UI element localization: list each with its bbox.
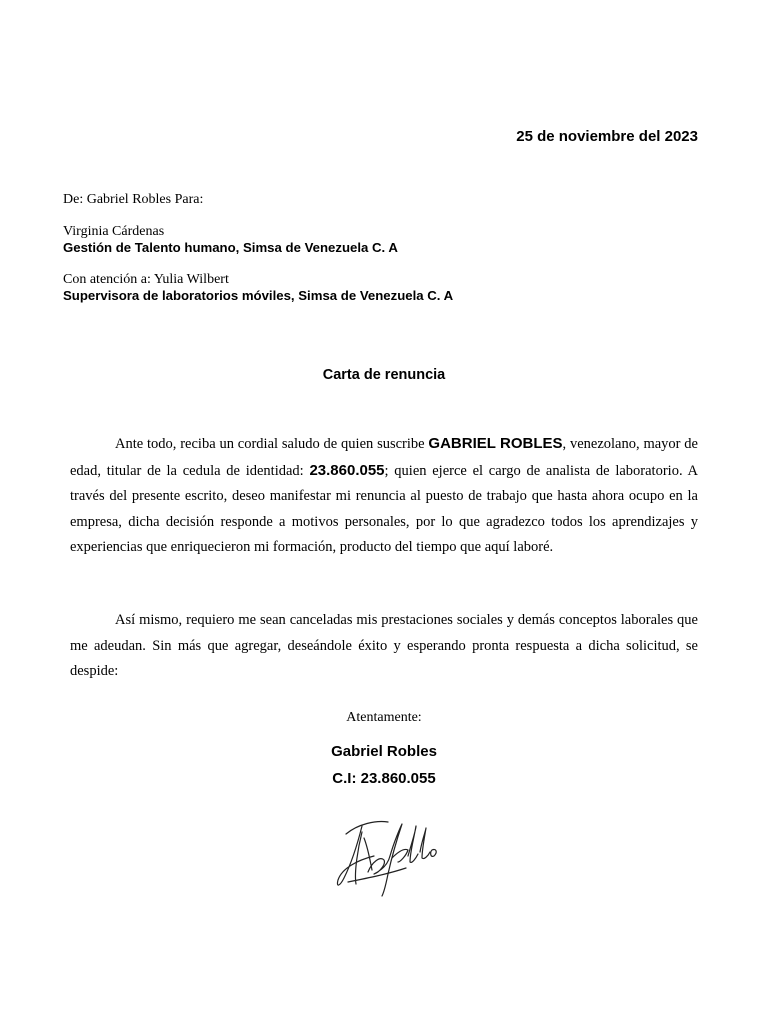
recipient-name: Virginia Cárdenas	[63, 224, 165, 239]
body-paragraph-2: Así mismo, requiero me sean canceladas mis prestaciones sociales y demás conceptos laborales que me adeudan. Sin más que agregar, deseándole éxito y esperando pronta respuesta a dicha solicitud, se despide:	[70, 612, 698, 680]
employee-id: 23.860.055	[309, 461, 385, 479]
attention-line: Con atención a: Yulia Wilbert	[63, 272, 229, 287]
from-line: De: Gabriel Robles Para:	[63, 192, 204, 207]
signer-id: C.I: 23.860.055	[332, 770, 436, 787]
handwritten-signature	[328, 812, 440, 898]
employee-name: GABRIEL ROBLES	[428, 435, 563, 452]
letter-date: 25 de noviembre del 2023	[516, 128, 698, 145]
attention-role: Supervisora de laboratorios móviles, Simsa de Venezuela C. A	[63, 288, 454, 303]
recipient-department: Gestión de Talento humano, Simsa de Venezuela C. A	[63, 240, 398, 255]
signer-name: Gabriel Robles	[331, 743, 437, 760]
closing-line: Atentamente:	[346, 710, 422, 725]
body-paragraph-1: Ante todo, reciba un cordial saludo de quien suscribe GABRIEL ROBLES, venezolano, mayor de edad, titular de la cedula de identidad: 23.860.055; quien ejerce el cargo de analista de laboratorio. A través del presente escrito, deseo manifestar mi renuncia al puesto de trabajo que hasta ahora ocupo en la empresa, dicha decisión responde a motivos personales, por lo que agradezco todos los aprendizajes y experiencias que enriquecieron mi formación, producto del tiempo que aquí laboré.	[70, 435, 698, 556]
letter-title: Carta de renuncia	[322, 367, 446, 383]
